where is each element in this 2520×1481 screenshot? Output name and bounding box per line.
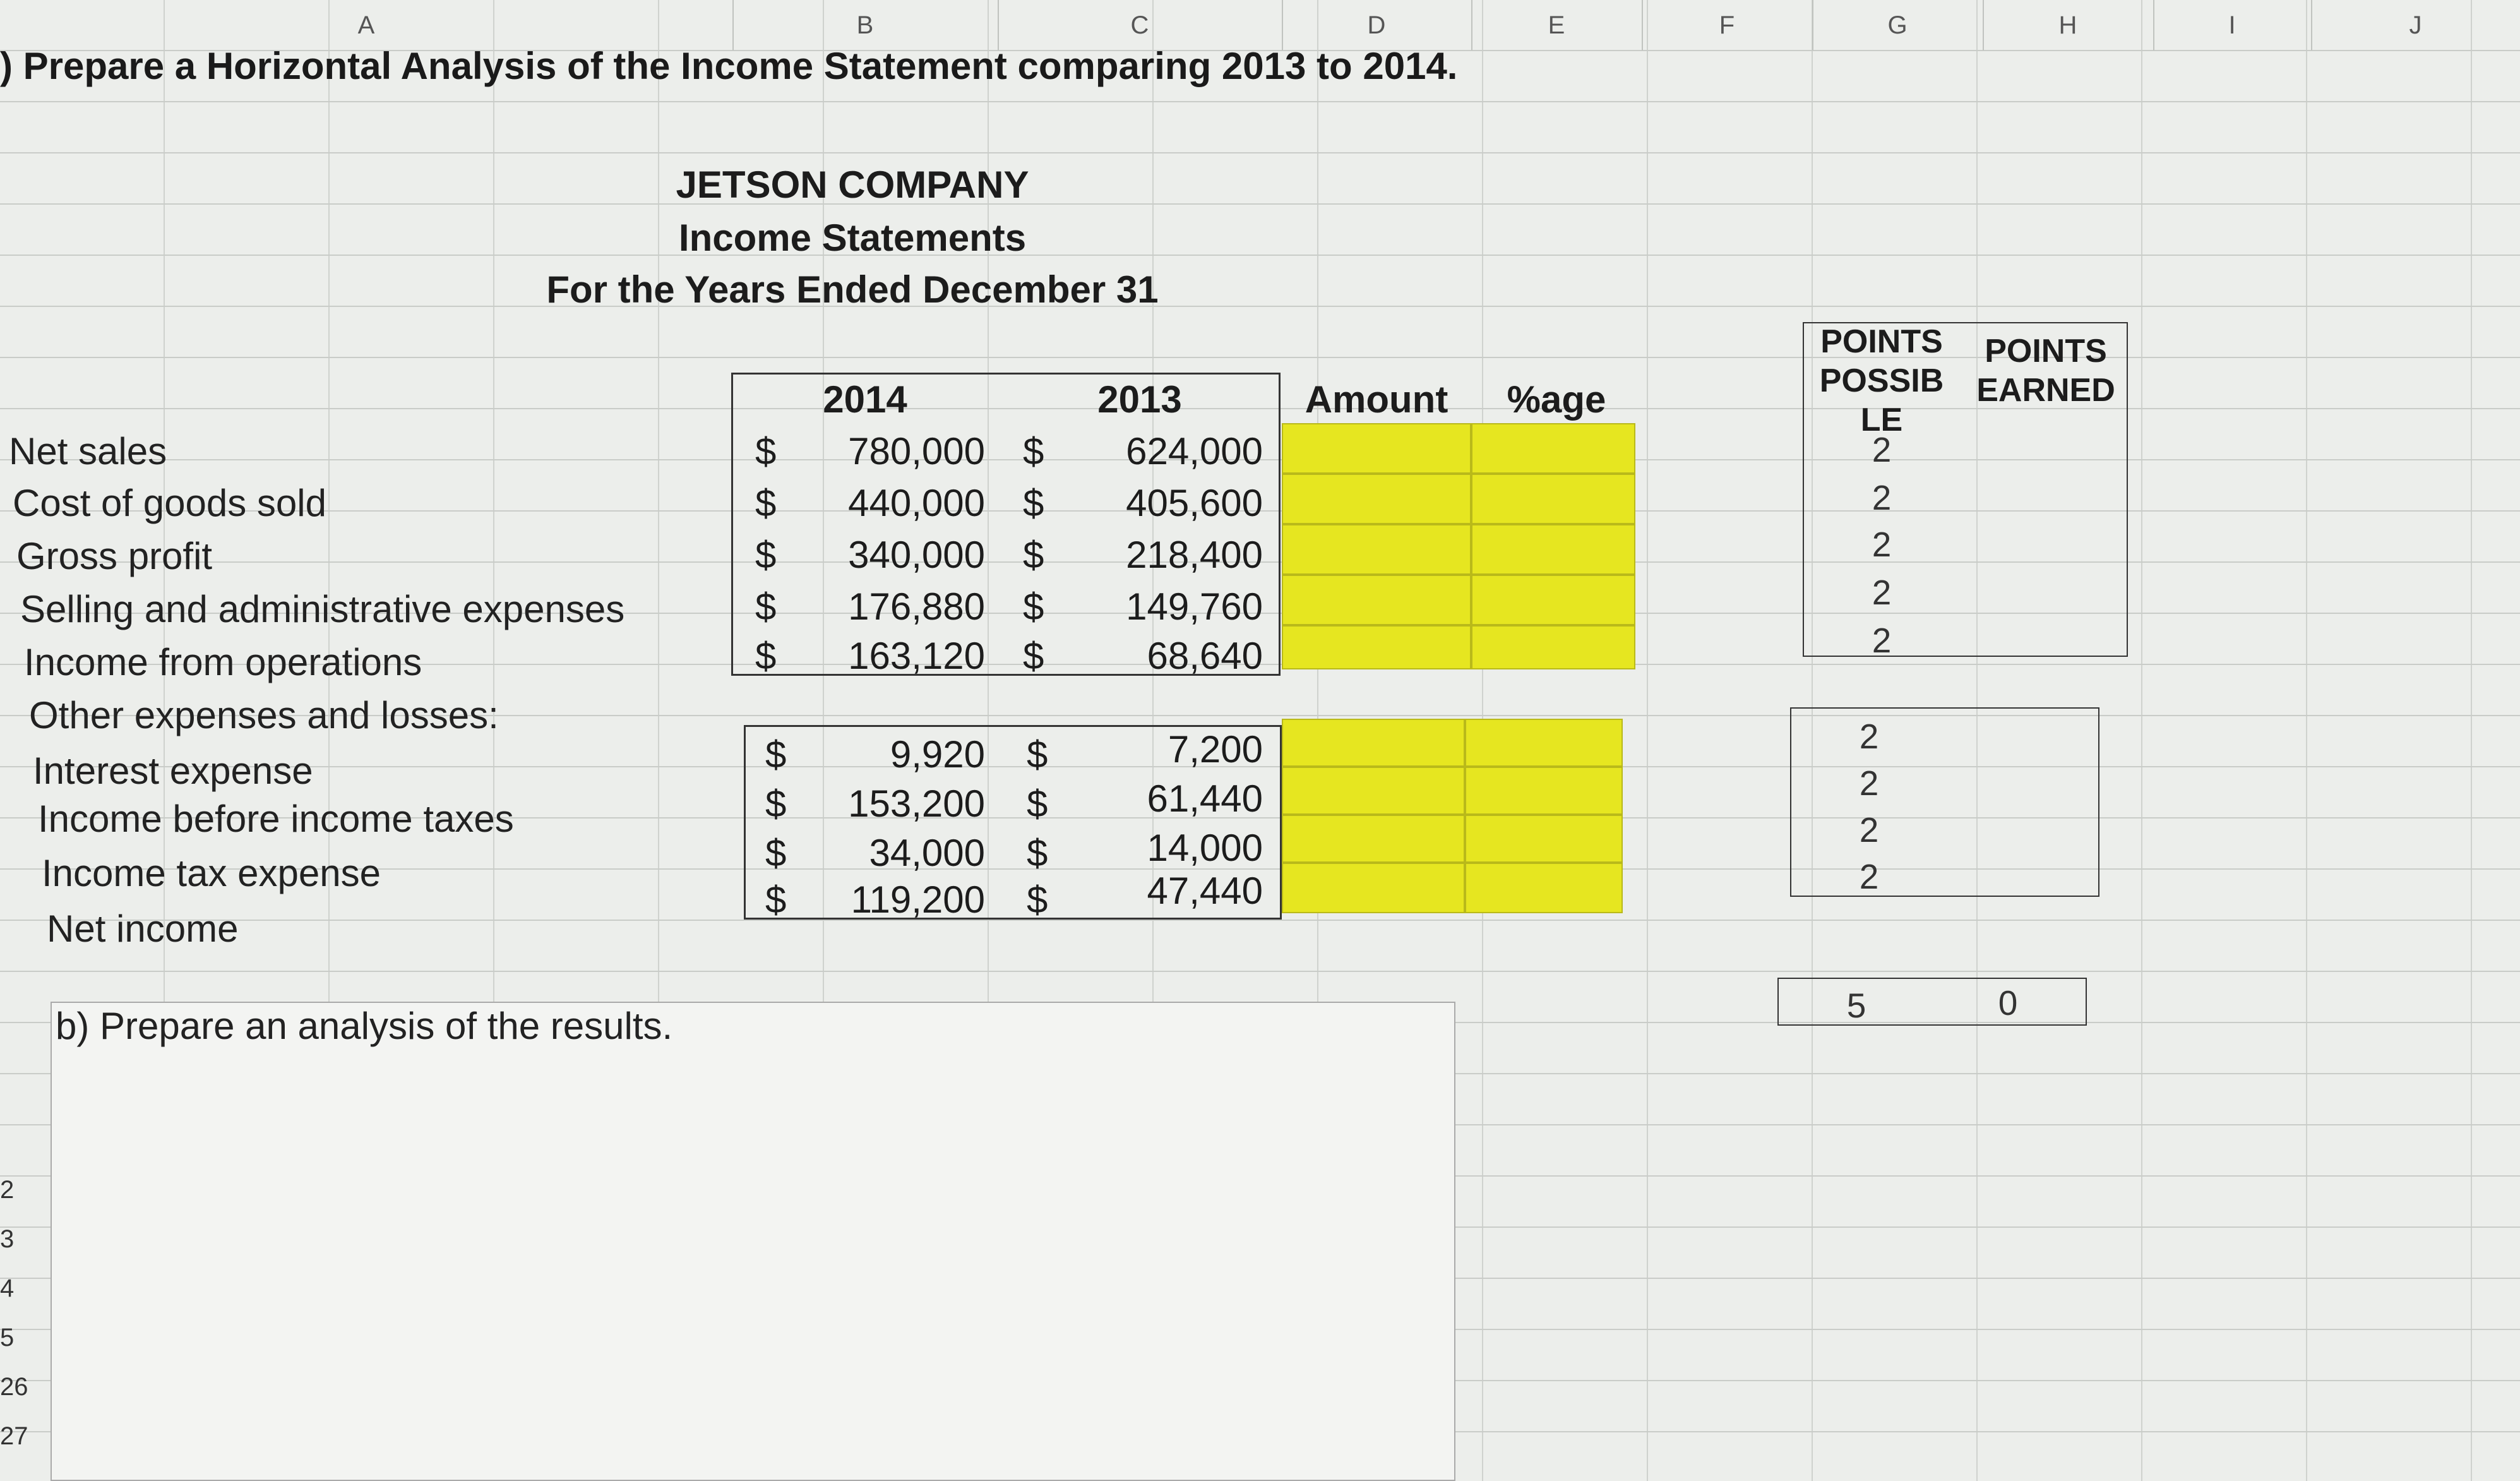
row-number[interactable]: 4 bbox=[0, 1274, 15, 1302]
answer-amount-interest[interactable] bbox=[1282, 719, 1465, 767]
value-2013-income-before-tax[interactable]: 61,440 bbox=[1147, 777, 1263, 820]
value-2013-interest[interactable]: 7,200 bbox=[1167, 728, 1263, 770]
answer-pct-income-before-tax[interactable] bbox=[1465, 767, 1623, 815]
answer-amount-net-income[interactable] bbox=[1282, 863, 1465, 913]
dollar-2013-net-sales: $ bbox=[1023, 430, 1044, 472]
label-cogs: Cost of goods sold bbox=[13, 482, 326, 524]
answer-pct-cogs[interactable] bbox=[1471, 474, 1635, 524]
column-header-h[interactable]: H bbox=[1983, 0, 2154, 51]
answer-amount-income-tax[interactable] bbox=[1282, 815, 1465, 863]
dollar-2014-cogs: $ bbox=[755, 482, 777, 524]
header-points-possible: POINTS POSSIB LE bbox=[1819, 323, 1944, 438]
value-2014-income-ops[interactable]: 163,120 bbox=[848, 635, 985, 677]
label-income-tax: Income tax expense bbox=[42, 852, 381, 894]
analysis-answer-area[interactable] bbox=[51, 1002, 1455, 1481]
value-2014-income-tax[interactable]: 34,000 bbox=[869, 832, 985, 874]
row-number[interactable]: 3 bbox=[0, 1225, 15, 1253]
value-2014-cogs[interactable]: 440,000 bbox=[848, 482, 985, 524]
label-net-sales: Net sales bbox=[9, 430, 167, 472]
points-net-income: 2 bbox=[1859, 857, 1879, 896]
label-interest-expense: Interest expense bbox=[33, 750, 313, 792]
dollar-2014-income-before-tax: $ bbox=[765, 782, 787, 825]
answer-amount-selling-admin[interactable] bbox=[1282, 575, 1471, 625]
dollar-2013-net-income: $ bbox=[1027, 878, 1048, 921]
column-header-b[interactable]: B bbox=[732, 0, 999, 51]
dollar-2013-income-tax: $ bbox=[1027, 832, 1048, 874]
dollar-2014-interest: $ bbox=[765, 733, 787, 776]
dollar-2014-selling-admin: $ bbox=[755, 585, 777, 628]
task-b-points-earned: 0 bbox=[1998, 983, 2018, 1022]
value-2013-net-sales[interactable]: 624,000 bbox=[1126, 430, 1263, 472]
column-header-c[interactable]: C bbox=[998, 0, 1283, 51]
company-name: JETSON COMPANY bbox=[676, 164, 1029, 206]
column-header-i[interactable]: I bbox=[2153, 0, 2312, 51]
header-2014: 2014 bbox=[823, 378, 907, 421]
dollar-2014-income-tax: $ bbox=[765, 832, 787, 874]
points-income-ops: 2 bbox=[1872, 621, 1892, 660]
answer-pct-income-ops[interactable] bbox=[1471, 625, 1635, 669]
value-2013-income-ops[interactable]: 68,640 bbox=[1147, 635, 1263, 677]
dollar-2013-gross-profit: $ bbox=[1023, 534, 1044, 576]
answer-pct-income-tax[interactable] bbox=[1465, 815, 1623, 863]
value-2013-selling-admin[interactable]: 149,760 bbox=[1126, 585, 1263, 628]
dollar-2013-income-before-tax: $ bbox=[1027, 782, 1048, 825]
label-other-expenses: Other expenses and losses: bbox=[29, 694, 499, 736]
header-amount: Amount bbox=[1305, 378, 1448, 421]
points-income-before-tax: 2 bbox=[1859, 764, 1879, 803]
answer-pct-gross-profit[interactable] bbox=[1471, 524, 1635, 575]
dollar-2014-income-ops: $ bbox=[755, 635, 777, 677]
points-selling-admin: 2 bbox=[1872, 573, 1892, 612]
value-2013-income-tax[interactable]: 14,000 bbox=[1147, 827, 1263, 869]
value-2014-interest[interactable]: 9,920 bbox=[890, 733, 985, 776]
dollar-2013-selling-admin: $ bbox=[1023, 585, 1044, 628]
dollar-2014-net-income: $ bbox=[765, 878, 787, 921]
header-percentage: %age bbox=[1507, 378, 1606, 421]
answer-pct-net-income[interactable] bbox=[1465, 863, 1623, 913]
answer-pct-selling-admin[interactable] bbox=[1471, 575, 1635, 625]
dollar-2014-gross-profit: $ bbox=[755, 534, 777, 576]
column-header-e[interactable]: E bbox=[1471, 0, 1643, 51]
task-b-instruction: b) Prepare an analysis of the results. bbox=[56, 1005, 673, 1047]
label-income-ops: Income from operations bbox=[24, 641, 422, 683]
value-2013-cogs[interactable]: 405,600 bbox=[1126, 482, 1263, 524]
answer-amount-cogs[interactable] bbox=[1282, 474, 1471, 524]
row-number[interactable]: 26 bbox=[0, 1373, 28, 1401]
dollar-2013-interest: $ bbox=[1027, 733, 1048, 776]
dollar-2013-income-ops: $ bbox=[1023, 635, 1044, 677]
answer-amount-gross-profit[interactable] bbox=[1282, 524, 1471, 575]
label-gross-profit: Gross profit bbox=[16, 535, 213, 577]
points-gross-profit: 2 bbox=[1872, 525, 1892, 564]
column-header-d[interactable]: D bbox=[1282, 0, 1472, 51]
label-income-before-tax: Income before income taxes bbox=[38, 798, 514, 840]
row-number[interactable]: 2 bbox=[0, 1176, 15, 1204]
column-header-f[interactable]: F bbox=[1642, 0, 1813, 51]
value-2014-income-before-tax[interactable]: 153,200 bbox=[848, 782, 985, 825]
points-interest: 2 bbox=[1859, 717, 1879, 756]
statement-period: For the Years Ended December 31 bbox=[546, 268, 1159, 311]
column-header-a[interactable]: A bbox=[0, 0, 734, 51]
points-net-sales: 2 bbox=[1872, 430, 1892, 469]
task-a-instruction: ) Prepare a Horizontal Analysis of the Income Statement comparing 2013 to 2014. bbox=[0, 45, 1458, 87]
row-number[interactable]: 5 bbox=[0, 1324, 15, 1352]
answer-amount-net-sales[interactable] bbox=[1282, 423, 1471, 474]
answer-pct-net-sales[interactable] bbox=[1471, 423, 1635, 474]
points-income-tax: 2 bbox=[1859, 810, 1879, 849]
answer-amount-income-before-tax[interactable] bbox=[1282, 767, 1465, 815]
header-points-earned: POINTS EARNED bbox=[1976, 333, 2115, 409]
value-2013-net-income[interactable]: 47,440 bbox=[1147, 870, 1263, 912]
dollar-2013-cogs: $ bbox=[1023, 482, 1044, 524]
value-2014-net-sales[interactable]: 780,000 bbox=[848, 430, 985, 472]
column-header-g[interactable]: G bbox=[1812, 0, 1984, 51]
column-header-j[interactable]: J bbox=[2311, 0, 2520, 51]
label-net-income: Net income bbox=[47, 908, 239, 950]
value-2014-net-income[interactable]: 119,200 bbox=[851, 878, 985, 921]
label-selling-admin: Selling and administrative expenses bbox=[20, 588, 625, 630]
answer-pct-interest[interactable] bbox=[1465, 719, 1623, 767]
task-b-points-possible: 5 bbox=[1846, 986, 1866, 1025]
statement-title: Income Statements bbox=[678, 217, 1027, 259]
answer-amount-income-ops[interactable] bbox=[1282, 625, 1471, 669]
points-cogs: 2 bbox=[1872, 478, 1892, 517]
value-2014-gross-profit[interactable]: 340,000 bbox=[848, 534, 985, 576]
dollar-2014-net-sales: $ bbox=[755, 430, 777, 472]
value-2014-selling-admin[interactable]: 176,880 bbox=[848, 585, 985, 628]
row-number[interactable]: 27 bbox=[0, 1422, 28, 1450]
value-2013-gross-profit[interactable]: 218,400 bbox=[1126, 534, 1263, 576]
header-2013: 2013 bbox=[1097, 378, 1182, 421]
